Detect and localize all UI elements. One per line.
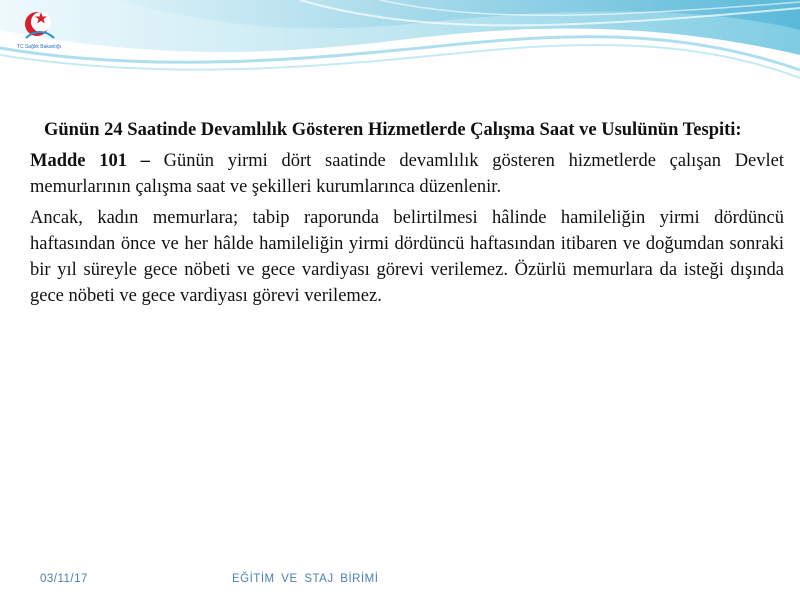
- article-text: Günün yirmi dört saatinde devamlılık gösteren hizmetlerde çalışan Devlet memurlarının çalışma saat ve şekilleri kurumlarınca düzenlenir.: [30, 151, 785, 197]
- crescent-star-icon: [8, 8, 70, 44]
- footer-unit-name: EĞİTİM VE STAJ BİRİMİ: [232, 573, 379, 585]
- header-wave-banner: [0, 0, 800, 95]
- footer-date: 03/11/17: [40, 573, 88, 585]
- section-heading: Günün 24 Saatinde Devamlılık Gösteren Hizmetlerde Çalışma Saat ve Usulünün Tespiti:: [44, 120, 742, 140]
- article-paragraph: [30, 148, 784, 200]
- slide-content: [30, 117, 784, 314]
- body-paragraph: Ancak, kadın memurlara; tabip raporunda belirtilmesi hâlinde hamileliğin yirmi dördüncü haftasından önce ve her hâlde hamileliğin yirmi dördüncü haftasından itibaren ve doğumdan sonraki bir yıl süreyle gece nöbeti ve gece vardiyası görevi verilemez. Özürlü memurlara da isteği dışında gece nöbeti ve gece vardiyası görevi verilemez.: [30, 208, 784, 306]
- article-label: Madde 101 –: [30, 151, 150, 171]
- ministry-logo: [8, 8, 70, 68]
- logo-caption: TC Sağlık Bakanlığı: [16, 44, 62, 50]
